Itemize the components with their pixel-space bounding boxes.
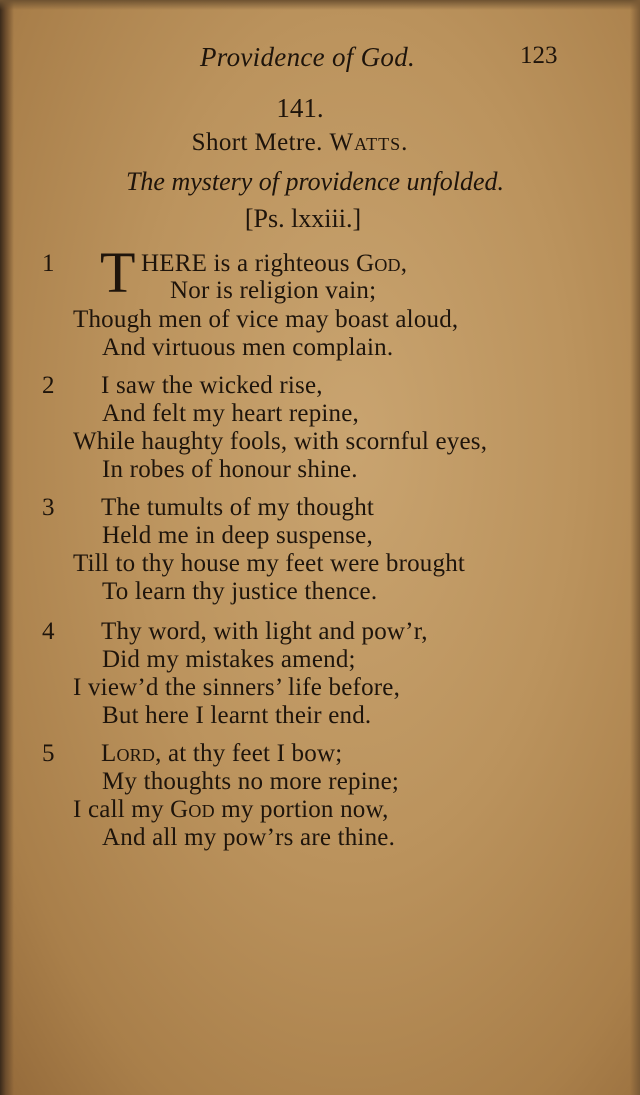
line-text: at thy feet I bow; [167, 740, 343, 767]
divine-name: God, [356, 250, 408, 277]
verse-line: Thy word, with light and pow’r, [101, 618, 428, 645]
author: Watts. [329, 129, 409, 156]
verse-number: 4 [42, 618, 55, 645]
verse-line: Till to thy house my feet were brought [73, 550, 466, 577]
line-text: my portion now, [221, 796, 389, 823]
verse-line: Did my mistakes amend; [102, 646, 356, 673]
verse-number: 3 [42, 494, 55, 521]
verse-number: 5 [42, 740, 55, 767]
hymn-subject: The mystery of providence unfolded. [125, 167, 505, 196]
verse-line: To learn thy justice thence. [102, 578, 378, 605]
verse-line [101, 740, 342, 768]
divine-name: Lord, [101, 740, 162, 767]
verse-line [73, 796, 389, 824]
verse-line: Though men of vice may boast aloud, [73, 306, 459, 333]
verse-line: I saw the wicked rise, [101, 372, 323, 399]
page-top-edge [0, 0, 640, 10]
verse-line: But here I learnt their end. [102, 702, 372, 729]
verse-line: Held me in deep suspense, [102, 522, 373, 549]
verse-line: While haughty fools, with scornful eyes, [73, 428, 488, 455]
hymn-number: 141. [276, 93, 324, 123]
verse-number: 2 [42, 372, 55, 399]
line-text: I call my [73, 796, 164, 823]
metre: Short Metre. [191, 129, 323, 156]
verse-line: And virtuous men complain. [102, 334, 394, 361]
verse-line: I view’d the sinners’ life before, [73, 674, 401, 701]
verse-line: Nor is religion vain; [170, 277, 377, 304]
verse-line: And all my pow’rs are thine. [102, 824, 396, 851]
verse-line [141, 250, 407, 278]
drop-cap: T [100, 240, 136, 305]
verse-line: My thoughts no more repine; [102, 768, 400, 795]
verse-number: 1 [42, 250, 55, 277]
verse-line: In robes of honour shine. [102, 456, 358, 483]
page-left-edge [0, 0, 14, 1095]
scripture-reference: [Ps. lxxiii.] [244, 204, 362, 233]
page-number: 123 [520, 42, 558, 69]
verse-line: And felt my heart repine, [102, 400, 359, 427]
running-head: Providence of God. [200, 42, 416, 72]
verse-line: The tumults of my thought [101, 494, 375, 521]
line-text: HERE is a righteous [141, 250, 350, 277]
metre-line [0, 129, 600, 157]
divine-name: God [170, 796, 215, 823]
page-right-edge [630, 0, 640, 1095]
